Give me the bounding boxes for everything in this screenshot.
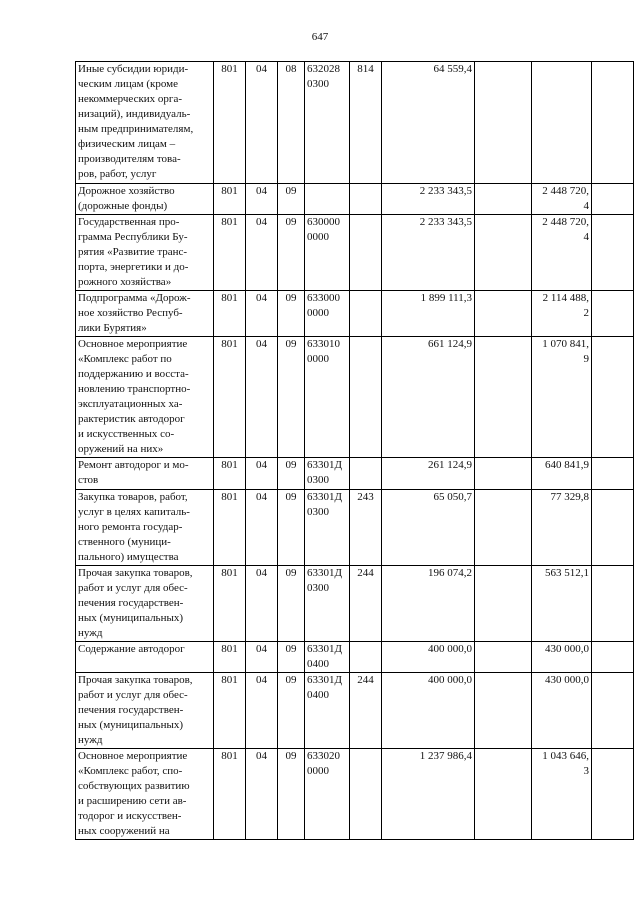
amount-year-1: 196 074,2 bbox=[382, 566, 475, 642]
expense-type-code: 243 bbox=[350, 490, 382, 566]
empty-column bbox=[592, 215, 634, 291]
amount-year-1: 64 559,4 bbox=[382, 62, 475, 184]
subsection-code: 09 bbox=[278, 458, 305, 490]
row-name: Подпрограмма «Дорож- ное хозяйство Респуб- лики Бурятия» bbox=[76, 291, 214, 337]
row-name: Дорожное хозяйство (дорожные фонды) bbox=[76, 184, 214, 215]
amount-year-2 bbox=[532, 62, 592, 184]
grbs-code: 801 bbox=[214, 749, 246, 840]
amount-year-2: 430 000,0 bbox=[532, 642, 592, 673]
amount-year-2: 640 841,9 bbox=[532, 458, 592, 490]
section-code: 04 bbox=[246, 215, 278, 291]
amount-year-1: 400 000,0 bbox=[382, 642, 475, 673]
amount-year-2: 1 043 646, 3 bbox=[532, 749, 592, 840]
expense-type-code bbox=[350, 215, 382, 291]
amount-year-1: 2 233 343,5 bbox=[382, 215, 475, 291]
amount-year-2: 2 448 720, 4 bbox=[532, 184, 592, 215]
empty-column bbox=[475, 62, 532, 184]
table-row bbox=[76, 291, 634, 337]
table-row bbox=[76, 458, 634, 490]
amount-year-1: 2 233 343,5 bbox=[382, 184, 475, 215]
row-name: Иные субсидии юриди- ческим лицам (кроме некоммерческих орга- низаций), индивидуаль- ным предпринимателям, физическим лицам – производителям това- ров, работ, услуг bbox=[76, 62, 214, 184]
amount-year-2: 1 070 841, 9 bbox=[532, 337, 592, 458]
subsection-code: 09 bbox=[278, 337, 305, 458]
grbs-code: 801 bbox=[214, 291, 246, 337]
grbs-code: 801 bbox=[214, 490, 246, 566]
expense-type-code bbox=[350, 749, 382, 840]
expense-type-code: 814 bbox=[350, 62, 382, 184]
target-article-code: 633000 0000 bbox=[305, 291, 350, 337]
empty-column bbox=[475, 749, 532, 840]
grbs-code: 801 bbox=[214, 566, 246, 642]
target-article-code: 630000 0000 bbox=[305, 215, 350, 291]
empty-column bbox=[592, 291, 634, 337]
subsection-code: 09 bbox=[278, 490, 305, 566]
row-name: Закупка товаров, работ, услуг в целях капиталь- ного ремонта государ- ственного (муници- пального) имущества bbox=[76, 490, 214, 566]
empty-column bbox=[592, 458, 634, 490]
row-name: Государственная про- грамма Республики Бу- рятия «Развитие транс- порта, энергетики и до- рожного хозяйства» bbox=[76, 215, 214, 291]
subsection-code: 09 bbox=[278, 184, 305, 215]
expense-type-code bbox=[350, 184, 382, 215]
subsection-code: 09 bbox=[278, 566, 305, 642]
subsection-code: 09 bbox=[278, 291, 305, 337]
target-article-code bbox=[305, 184, 350, 215]
table-row bbox=[76, 749, 634, 840]
expense-type-code bbox=[350, 337, 382, 458]
subsection-code: 08 bbox=[278, 62, 305, 184]
amount-year-2: 430 000,0 bbox=[532, 673, 592, 749]
section-code: 04 bbox=[246, 184, 278, 215]
section-code: 04 bbox=[246, 337, 278, 458]
amount-year-2: 2 448 720, 4 bbox=[532, 215, 592, 291]
section-code: 04 bbox=[246, 458, 278, 490]
empty-column bbox=[592, 62, 634, 184]
target-article-code: 63301Д 0300 bbox=[305, 458, 350, 490]
expense-type-code bbox=[350, 291, 382, 337]
empty-column bbox=[592, 566, 634, 642]
grbs-code: 801 bbox=[214, 337, 246, 458]
amount-year-1: 65 050,7 bbox=[382, 490, 475, 566]
empty-column bbox=[592, 749, 634, 840]
grbs-code: 801 bbox=[214, 673, 246, 749]
empty-column bbox=[592, 337, 634, 458]
amount-year-1: 400 000,0 bbox=[382, 673, 475, 749]
amount-year-1: 1 237 986,4 bbox=[382, 749, 475, 840]
table-row bbox=[76, 642, 634, 673]
table-row bbox=[76, 184, 634, 215]
table-row bbox=[76, 566, 634, 642]
empty-column bbox=[592, 673, 634, 749]
section-code: 04 bbox=[246, 673, 278, 749]
row-name: Основное мероприятие «Комплекс работ по поддержанию и восста- новлению транспортно- эксплуатационных ха- рактеристик автодорог и искусственных со- оружений на них» bbox=[76, 337, 214, 458]
expense-type-code: 244 bbox=[350, 673, 382, 749]
section-code: 04 bbox=[246, 566, 278, 642]
row-name: Основное мероприятие «Комплекс работ, спо- собствующих развитию и расширению сети ав- тодорог и искусствен- ных сооружений на bbox=[76, 749, 214, 840]
amount-year-1: 1 899 111,3 bbox=[382, 291, 475, 337]
page-number: 647 bbox=[311, 31, 329, 43]
subsection-code: 09 bbox=[278, 673, 305, 749]
empty-column bbox=[592, 184, 634, 215]
section-code: 04 bbox=[246, 749, 278, 840]
table-row bbox=[76, 337, 634, 458]
subsection-code: 09 bbox=[278, 215, 305, 291]
empty-column bbox=[475, 490, 532, 566]
amount-year-1: 261 124,9 bbox=[382, 458, 475, 490]
target-article-code: 63301Д 0300 bbox=[305, 566, 350, 642]
target-article-code: 633020 0000 bbox=[305, 749, 350, 840]
target-article-code: 63301Д 0400 bbox=[305, 673, 350, 749]
grbs-code: 801 bbox=[214, 642, 246, 673]
table-row bbox=[76, 215, 634, 291]
amount-year-2: 2 114 488, 2 bbox=[532, 291, 592, 337]
empty-column bbox=[475, 215, 532, 291]
target-article-code: 63301Д 0300 bbox=[305, 490, 350, 566]
amount-year-2: 77 329,8 bbox=[532, 490, 592, 566]
row-name: Ремонт автодорог и мо- стов bbox=[76, 458, 214, 490]
section-code: 04 bbox=[246, 642, 278, 673]
amount-year-2: 563 512,1 bbox=[532, 566, 592, 642]
empty-column bbox=[475, 642, 532, 673]
empty-column bbox=[475, 291, 532, 337]
grbs-code: 801 bbox=[214, 458, 246, 490]
target-article-code: 63301Д 0400 bbox=[305, 642, 350, 673]
grbs-code: 801 bbox=[214, 62, 246, 184]
amount-year-1: 661 124,9 bbox=[382, 337, 475, 458]
row-name: Прочая закупка товаров, работ и услуг для обес- печения государствен- ных (муниципальных) нужд bbox=[76, 673, 214, 749]
subsection-code: 09 bbox=[278, 642, 305, 673]
table-row bbox=[76, 490, 634, 566]
grbs-code: 801 bbox=[214, 184, 246, 215]
subsection-code: 09 bbox=[278, 749, 305, 840]
grbs-code: 801 bbox=[214, 215, 246, 291]
expense-type-code: 244 bbox=[350, 566, 382, 642]
empty-column bbox=[592, 642, 634, 673]
expense-type-code bbox=[350, 642, 382, 673]
section-code: 04 bbox=[246, 291, 278, 337]
expense-type-code bbox=[350, 458, 382, 490]
section-code: 04 bbox=[246, 62, 278, 184]
empty-column bbox=[475, 337, 532, 458]
empty-column bbox=[475, 458, 532, 490]
row-name: Содержание автодорог bbox=[76, 642, 214, 673]
empty-column bbox=[592, 490, 634, 566]
empty-column bbox=[475, 184, 532, 215]
section-code: 04 bbox=[246, 490, 278, 566]
target-article-code: 632028 0300 bbox=[305, 62, 350, 184]
budget-table bbox=[75, 61, 634, 840]
row-name: Прочая закупка товаров, работ и услуг для обес- печения государствен- ных (муниципальных) нужд bbox=[76, 566, 214, 642]
empty-column bbox=[475, 673, 532, 749]
empty-column bbox=[475, 566, 532, 642]
table-row bbox=[76, 673, 634, 749]
table-row bbox=[76, 62, 634, 184]
target-article-code: 633010 0000 bbox=[305, 337, 350, 458]
